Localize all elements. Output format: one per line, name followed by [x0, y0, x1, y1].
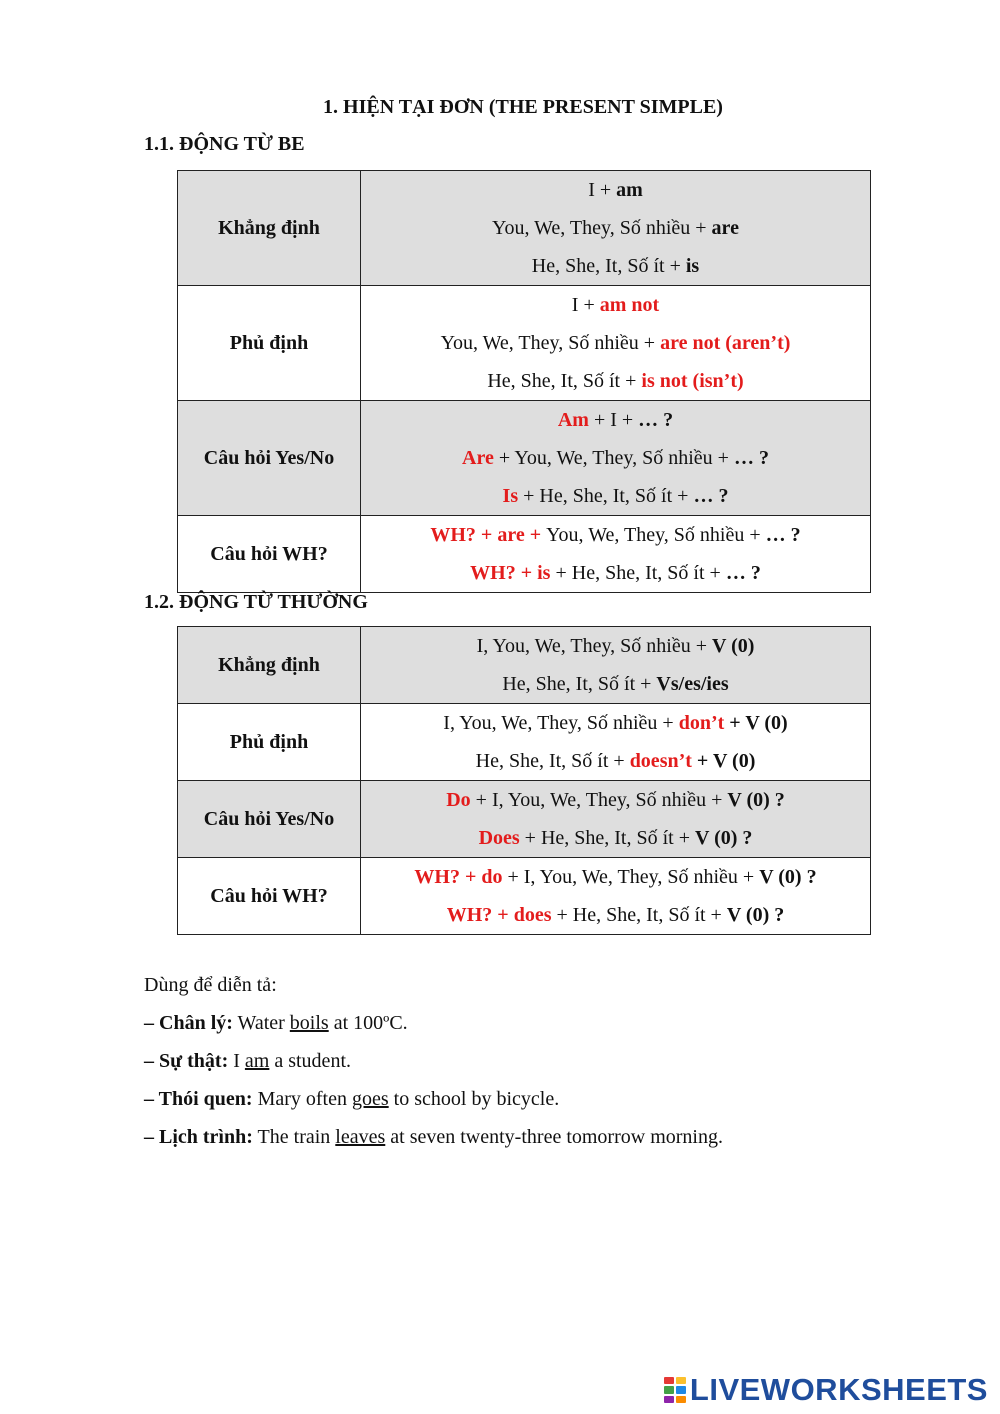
formula-line: WH? + does + He, She, It, Số ít + V (0) ?	[446, 904, 785, 926]
row-label: Khẳng định	[178, 171, 361, 286]
table-row-wh	[178, 858, 871, 935]
formula-line: Am + I + … ?	[557, 409, 674, 431]
section-heading-regular-verbs: 1.2. ĐỘNG TỪ THƯỜNG	[144, 591, 368, 613]
formula-line: Do + I, You, We, They, Số nhiều + V (0) ?	[446, 789, 785, 811]
row-content	[361, 781, 871, 858]
table-row-negative	[178, 286, 871, 401]
usage-intro: Dùng để diễn tả:	[144, 974, 277, 996]
formula-line: Is + He, She, It, Số ít + … ?	[502, 485, 729, 507]
list-item: – Chân lý: Water boils at 100ºC.	[144, 1012, 408, 1034]
formula-line: WH? + is + He, She, It, Số ít + … ?	[470, 562, 761, 584]
row-content	[361, 171, 871, 286]
list-item: – Lịch trình: The train leaves at seven twenty-three tomorrow morning.	[144, 1126, 723, 1148]
list-item: – Sự thật: I am a student.	[144, 1050, 351, 1072]
formula-line: I + am	[588, 179, 643, 201]
row-label: Câu hỏi WH?	[178, 858, 361, 935]
row-label: Phủ định	[178, 704, 361, 781]
row-content	[361, 516, 871, 593]
row-content	[361, 401, 871, 516]
table-row-negative	[178, 704, 871, 781]
row-content	[361, 704, 871, 781]
table-row-affirmative	[178, 627, 871, 704]
regular-verb-table	[177, 626, 871, 935]
row-label: Câu hỏi WH?	[178, 516, 361, 593]
row-label: Câu hỏi Yes/No	[178, 401, 361, 516]
logo-text: LIVEWORKSHEETS	[689, 1372, 988, 1407]
formula-line: He, She, It, Số ít + doesn’t + V (0)	[475, 750, 756, 772]
formula-line: I + am not	[571, 294, 660, 316]
table-row-yes-no	[178, 401, 871, 516]
be-verb-table	[177, 170, 871, 593]
formula-line: I, You, We, They, Số nhiều + don’t + V (0)	[443, 712, 788, 734]
table-row-yes-no	[178, 781, 871, 858]
row-label: Câu hỏi Yes/No	[178, 781, 361, 858]
formula-line: WH? + are + You, We, They, Số nhiều + … ?	[430, 524, 801, 546]
formula-line: WH? + do + I, You, We, They, Số nhiều + V (0) ?	[414, 866, 817, 888]
list-item: – Thói quen: Mary often goes to school by bicycle.	[144, 1088, 560, 1110]
row-content	[361, 858, 871, 935]
formula-line: I, You, We, They, Số nhiều + V (0)	[476, 635, 755, 657]
formula-line: He, She, It, Số ít + is	[531, 255, 700, 277]
section-heading-be: 1.1. ĐỘNG TỪ BE	[144, 133, 305, 155]
page-title: 1. HIỆN TẠI ĐƠN (THE PRESENT SIMPLE)	[323, 96, 723, 118]
formula-line: You, We, They, Số nhiều + are not (aren’t)	[440, 332, 791, 354]
row-label: Phủ định	[178, 286, 361, 401]
formula-line: He, She, It, Số ít + is not (isn’t)	[487, 370, 744, 392]
liveworksheets-logo-icon	[664, 1377, 686, 1403]
formula-line: Does + He, She, It, Số ít + V (0) ?	[478, 827, 753, 849]
formula-line: You, We, They, Số nhiều + are	[492, 217, 739, 239]
formula-line: He, She, It, Số ít + Vs/es/ies	[502, 673, 729, 695]
row-content	[361, 286, 871, 401]
row-content	[361, 627, 871, 704]
row-label: Khẳng định	[178, 627, 361, 704]
liveworksheets-logo[interactable]	[664, 1372, 988, 1408]
formula-line: Are + You, We, They, Số nhiều + … ?	[462, 447, 769, 469]
usage-list	[144, 966, 723, 1156]
table-row-affirmative	[178, 171, 871, 286]
table-row-wh	[178, 516, 871, 593]
